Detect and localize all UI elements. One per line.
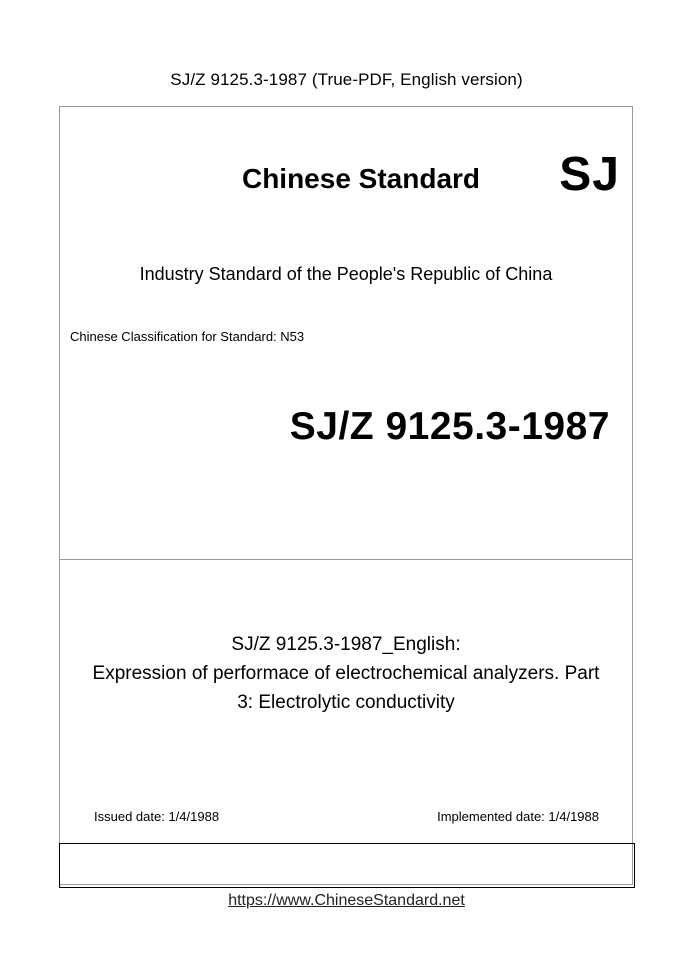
standard-type-title: Chinese Standard [241, 163, 481, 194]
standard-code: SJ/Z 9125.3-1987 [289, 405, 610, 448]
cover-bottom-box [59, 843, 635, 888]
website-link[interactable]: https://www.ChineseStandard.net [228, 892, 465, 909]
classification-text: Chinese Classification for Standard: N53 [70, 329, 305, 344]
english-title-line-1: SJ/Z 9125.3-1987_English: [231, 634, 461, 655]
cover-middle-section [60, 560, 632, 844]
english-title-line-3: 3: Electrolytic conductivity [237, 692, 455, 713]
standard-mark: SJ [559, 148, 620, 201]
industry-subtitle: Industry Standard of the People's Republic of China [139, 264, 553, 284]
cover-frame [59, 106, 633, 885]
implemented-date: Implemented date: 1/4/1988 [437, 809, 599, 824]
issued-date: Issued date: 1/4/1988 [94, 809, 220, 824]
page-header-title: SJ/Z 9125.3-1987 (True-PDF, English version) [170, 70, 523, 89]
english-title-line-2: Expression of performace of electrochemical analyzers. Part [92, 663, 600, 684]
english-title-block [60, 630, 632, 717]
cover-top-section [60, 107, 632, 560]
